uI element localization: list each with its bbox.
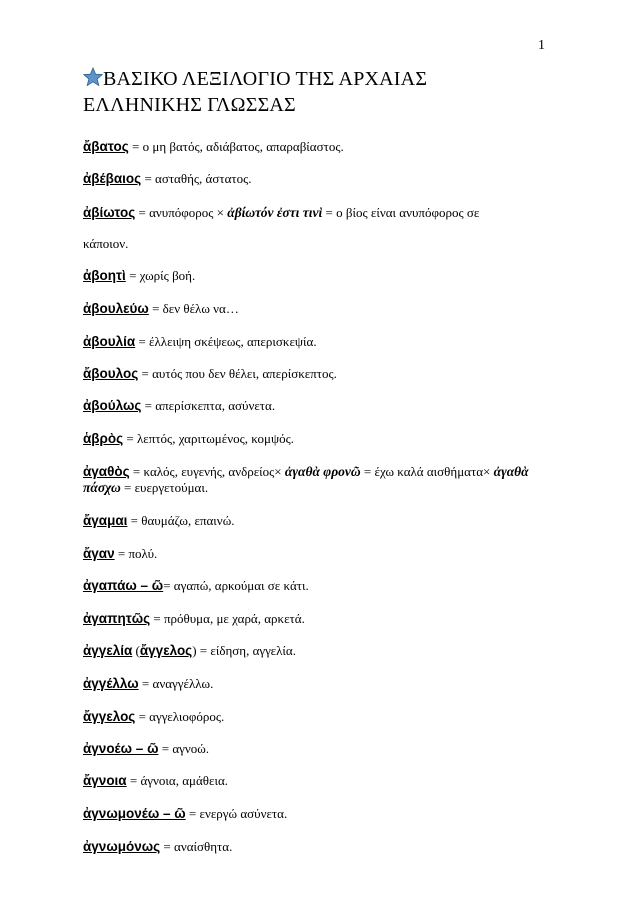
entry-term: ἄγγελος [83,709,136,724]
entry-definition: = ευεργετούμαι. [120,480,209,495]
entry-definition: ) = είδηση, αγγελία. [192,643,296,658]
page-number: 1 [538,38,545,53]
entry-definition: = ενεργώ ασύνετα. [185,806,288,821]
entry [83,268,558,283]
entry [83,839,558,854]
entry-definition: = λεπτός, χαριτωμένος, κομψός. [123,431,294,446]
entry [83,709,558,724]
entry-term: ἀγγέλλω [83,676,139,691]
entry-term: ἄβουλος [83,366,139,381]
entry-phrase: ἀγαθὰ φρονῶ [284,464,361,479]
entry-term: ἀβούλως [83,398,142,413]
entry-definition: ( [132,643,140,658]
entry-definition: = πολύ. [114,546,158,561]
entry-definition: = ανυπόφορος × [135,205,228,220]
entry [83,643,558,658]
entry-definition: = θαυμάζω, επαινώ. [127,513,235,528]
entry [83,301,558,316]
entry-term: ἀβοητὶ [83,268,126,283]
entry-definition: = πρόθυμα, με χαρά, αρκετά. [150,611,305,626]
entry-term: ἄγαμαι [83,513,128,528]
entry-term: ἁβρὸς [83,431,124,446]
entry [83,773,558,788]
entry-term: ἀβουλεύω [83,301,149,316]
entry-phrase: ἀγαθὰ [493,464,529,479]
entry-definition: = ασταθής, άστατος. [141,171,252,186]
entry [83,171,558,186]
entry-definition: = αγγελιοφόρος. [135,709,225,724]
entry-definition: = δεν θέλω να… [148,301,239,316]
document-title [83,66,563,118]
entry-definition: = καλός, ευγενής, ανδρείος× [129,464,285,479]
star-icon [83,67,103,87]
title-line-2: ΕΛΛΗΝΙΚΗΣ ΓΛΩΣΣΑΣ [83,94,296,116]
entry-definition: = αναίσθητα. [160,839,233,854]
entry [83,334,558,349]
title-line-1 [83,68,427,90]
entry [83,464,558,479]
entry [83,546,558,561]
entry-definition: = αναγγέλλω. [138,676,214,691]
entry [83,205,558,220]
entry-continuation [83,480,558,495]
entry [83,611,558,626]
entry-term: ἀγαπάω – ῶ [83,578,164,593]
entry-term: ἀγγελία [83,643,133,658]
entry [83,398,558,413]
entry-definition: = απερίσκεπτα, ασύνετα. [141,398,276,413]
entry [83,741,558,756]
entry-term: ἀβουλία [83,334,136,349]
entry-term: ἄγαν [83,546,115,561]
entry [83,513,558,528]
entry-term: ἄγγελος [139,643,193,658]
entry-definition: = έλλειψη σκέψεως, απερισκεψία. [135,334,317,349]
entry-term: ἀγαπητῶς [83,611,151,626]
entry-definition: = άγνοια, αμάθεια. [126,773,229,788]
entry [83,806,558,821]
entry-term: ἀγαθὸς [83,464,130,479]
entry-definition: = αυτός που δεν θέλει, απερίσκεπτος. [138,366,337,381]
entry-term: ἀβέβαιος [83,171,142,186]
entry [83,139,558,154]
entry [83,578,558,593]
entry-phrase: ἀβίωτόν ἐστι τινὶ [227,205,323,220]
entry-term: ἀγνωμονέω – ῶ [83,806,186,821]
entry-definition: = αγαπώ, αρκούμαι σε κάτι. [163,578,309,593]
entry-definition: = έχω καλά αισθήματα× [360,464,494,479]
entry-definition: = ο βίος είναι ανυπόφορος σε [322,205,480,220]
entry [83,431,558,446]
entry-definition: = αγνοώ. [158,741,210,756]
entry-definition: = χωρίς βοή. [125,268,196,283]
entry-phrase: πάσχω [83,480,121,495]
entry-term: ἄβατος [83,139,129,154]
entry-continuation: κάποιον. [83,236,129,251]
entry-term: ἀγνοέω – ῶ [83,741,159,756]
entry-term: ἀγνωμόνως [83,839,161,854]
title-text-1: ΒΑΣΙΚΟ ΛΕΞΙΛΟΓΙΟ ΤΗΣ ΑΡΧΑΙΑΣ [103,68,428,90]
entry [83,676,558,691]
entry-term: ἀβίωτος [83,205,136,220]
entry-definition: = ο μη βατός, αδιάβατος, απαραβίαστος. [128,139,344,154]
entry-term: ἄγνοια [83,773,127,788]
entry [83,366,558,381]
